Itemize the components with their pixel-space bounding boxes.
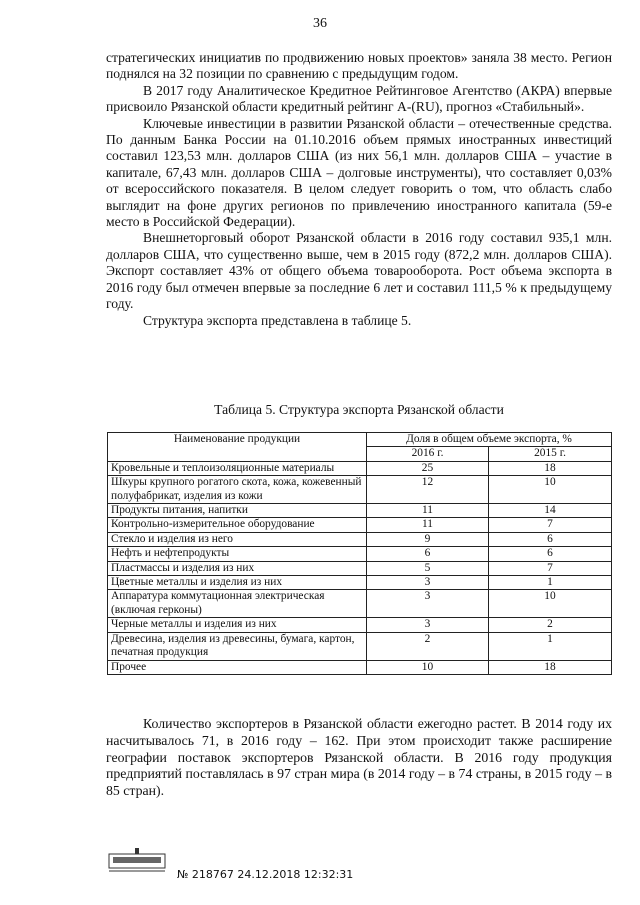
share-2015-cell: 10	[489, 590, 612, 618]
table-caption: Таблица 5. Структура экспорта Рязанской области	[214, 402, 504, 417]
paragraph: Ключевые инвестиции в развитии Рязанской области – отечественные средства. По данным Банка России на 01.10.2016 объем прямых иностранных инвестиций составил 123,53 млн. долларов США (из них 56,1 млн. долларов США – участие в капитале, 67,43 млн. долларов США – долговые инструменты), что составляет 0,03% от всероссийского показателя. В целом следует говорить о том, что область слабо выглядит на фоне других регионов по привлечению иностранного капитала (59-е место в Российской Федерации).	[106, 115, 612, 230]
share-2015-cell: 7	[489, 561, 612, 575]
paragraph: Структура экспорта представлена в таблице 5.	[143, 312, 412, 328]
header-product: Наименование продукции	[108, 433, 367, 462]
table-row	[108, 461, 612, 475]
product-name-cell: Кровельные и теплоизоляционные материалы	[108, 461, 367, 475]
table-row	[108, 547, 612, 561]
table-row	[108, 518, 612, 532]
product-name-cell: Нефть и нефтепродукты	[108, 547, 367, 561]
share-2016-cell: 12	[367, 476, 489, 504]
main-text-top	[106, 50, 612, 329]
product-name-cell: Цветные металлы и изделия из них	[108, 576, 367, 590]
table-row	[108, 590, 612, 618]
product-name-cell: Шкуры крупного рогатого скота, кожа, кожевенный полуфабрикат, изделия из кожи	[108, 476, 367, 504]
table-row	[108, 532, 612, 546]
share-2015-cell: 1	[489, 576, 612, 590]
product-name-cell: Контрольно-измерительное оборудование	[108, 518, 367, 532]
share-2015-cell: 2	[489, 618, 612, 632]
header-2016: 2016 г.	[367, 447, 489, 461]
paragraph: В 2017 году Аналитическое Кредитное Рейтинговое Агентство (АКРА) впервые присвоило Рязанской области кредитный рейтинг А-(RU), прогноз «Стабильный».	[106, 82, 612, 115]
product-name-cell: Продукты питания, напитки	[108, 504, 367, 518]
paragraph: стратегических инициатив по продвижению новых проектов» заняла 38 место. Регион поднялся на 32 позиции по сравнению с предыдущим годом.	[106, 50, 612, 82]
share-2015-cell: 1	[489, 632, 612, 660]
share-2015-cell: 6	[489, 547, 612, 561]
table-row	[108, 561, 612, 575]
table-row	[108, 632, 612, 660]
table-row	[108, 476, 612, 504]
share-2016-cell: 11	[367, 518, 489, 532]
share-2016-cell: 11	[367, 504, 489, 518]
share-2015-cell: 18	[489, 461, 612, 475]
table-body	[108, 461, 612, 674]
paragraph: Количество экспортеров в Рязанской области ежегодно растет. В 2014 году их насчитывалось 71, в 2016 году – 162. При этом происходит также расширение географии поставок экспортеров Рязанской области. В 2016 году продукция предприятий поставлялась в 97 стран мира (в 2014 году – в 74 страны, в 2015 году – в 85 стран).	[106, 716, 612, 799]
share-2016-cell: 9	[367, 532, 489, 546]
table-row	[108, 504, 612, 518]
share-2016-cell: 5	[367, 561, 489, 575]
export-structure-table	[107, 432, 612, 675]
product-name-cell: Аппаратура коммутационная электрическая (включая герконы)	[108, 590, 367, 618]
share-2016-cell: 3	[367, 576, 489, 590]
organization-logo-icon	[107, 846, 167, 876]
table-row	[108, 618, 612, 632]
header-2015: 2015 г.	[489, 447, 612, 461]
share-2015-cell: 18	[489, 660, 612, 674]
share-2016-cell: 10	[367, 660, 489, 674]
share-2015-cell: 7	[489, 518, 612, 532]
share-2016-cell: 3	[367, 618, 489, 632]
share-2016-cell: 6	[367, 547, 489, 561]
main-text-bottom	[106, 716, 612, 800]
header-share: Доля в общем объеме экспорта, %	[367, 433, 612, 447]
share-2016-cell: 2	[367, 632, 489, 660]
product-name-cell: Черные металлы и изделия из них	[108, 618, 367, 632]
registration-stamp: № 218767 24.12.2018 12:32:31	[177, 868, 354, 881]
paragraph: Внешнеторговый оборот Рязанской области в 2016 году составил 935,1 млн. долларов США, что существенно выше, чем в 2015 году (872,2 млн. долларов США). Экспорт составляет 43% от общего объема товарооборота. Рост объема экспорта в 2016 году был отмечен впервые за последние 6 лет и составил 111,5 % к предыдущему году.	[106, 230, 612, 312]
share-2016-cell: 3	[367, 590, 489, 618]
product-name-cell: Древесина, изделия из древесины, бумага, картон, печатная продукция	[108, 632, 367, 660]
product-name-cell: Прочее	[108, 660, 367, 674]
product-name-cell: Пластмассы и изделия из них	[108, 561, 367, 575]
share-2015-cell: 14	[489, 504, 612, 518]
table-row	[108, 660, 612, 674]
share-2015-cell: 10	[489, 476, 612, 504]
share-2015-cell: 6	[489, 532, 612, 546]
page-number: 36	[313, 16, 327, 31]
share-2016-cell: 25	[367, 461, 489, 475]
table-row	[108, 576, 612, 590]
product-name-cell: Стекло и изделия из него	[108, 532, 367, 546]
